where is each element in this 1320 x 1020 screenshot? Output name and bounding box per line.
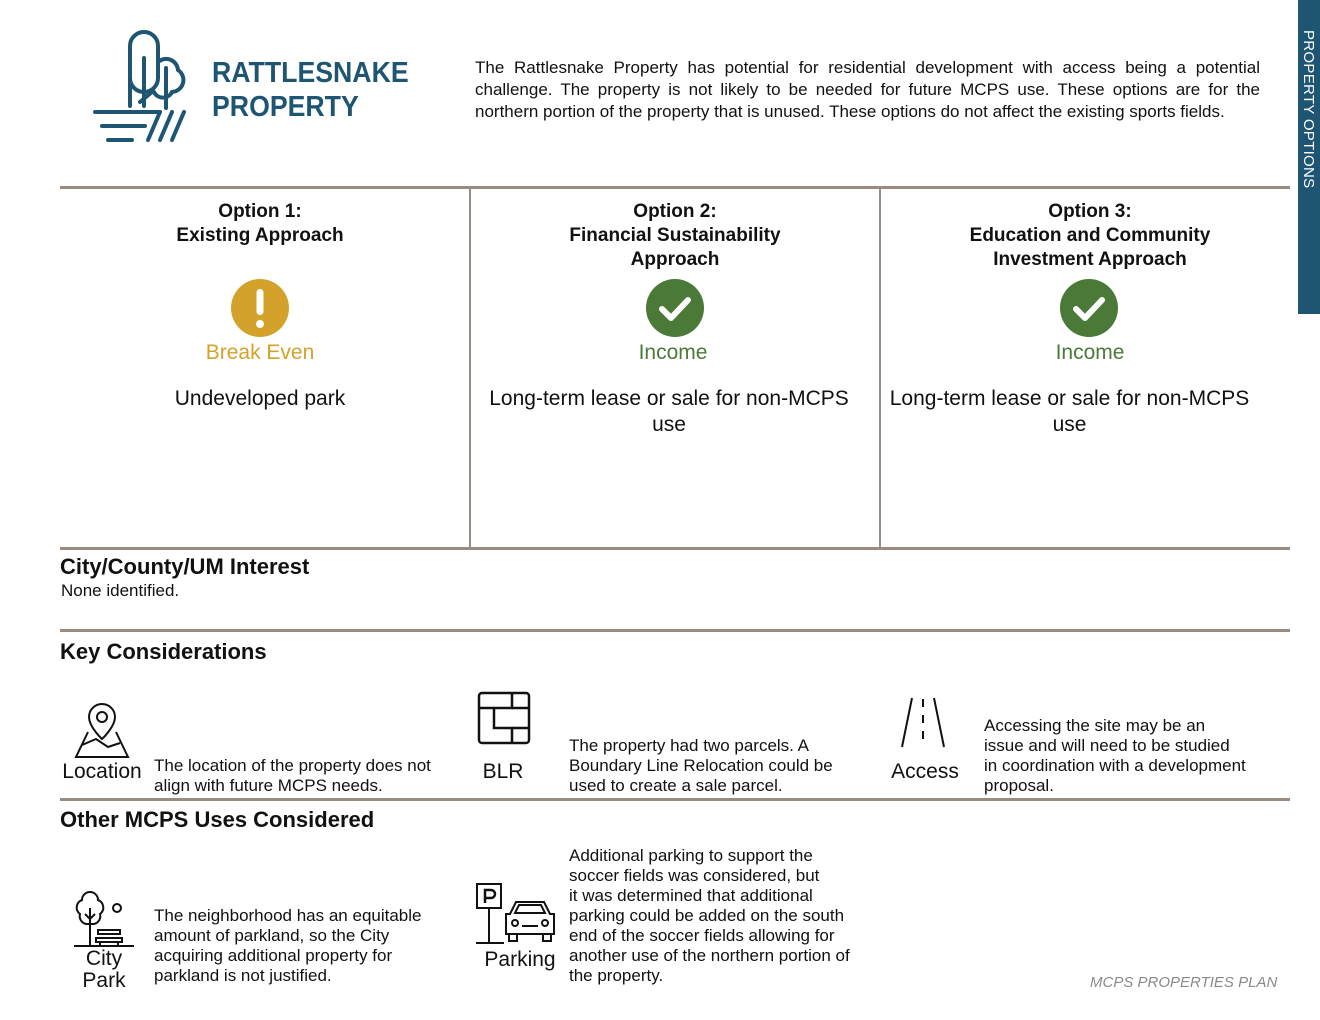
parking-text xyxy=(569,846,850,986)
city-park-text-line-3: acquiring additional property for xyxy=(154,946,393,965)
park-icon xyxy=(72,888,136,952)
option-1 xyxy=(55,200,465,248)
option-3 xyxy=(885,200,1295,272)
divider-options-bottom xyxy=(60,547,1290,550)
city-park-text-line-4: parkland is not justified. xyxy=(154,966,332,985)
location-text-line-1: The location of the property does not xyxy=(154,756,431,775)
city-park-label-line-2: Park xyxy=(82,969,126,992)
divider-key xyxy=(60,798,1290,801)
option-1-status: Break Even xyxy=(205,341,315,364)
option-3-description-line-1: Long-term lease or sale for non-MCPS xyxy=(889,387,1250,410)
parking-text-line-3: it was determined that additional xyxy=(569,886,813,905)
rattlesnake-logo-icon xyxy=(90,28,200,148)
city-park-label-line-1: City xyxy=(85,947,123,970)
access-text-line-3: in coordination with a development xyxy=(984,756,1246,775)
city-park-text-line-2: amount of parkland, so the City xyxy=(154,926,390,945)
city-park-text xyxy=(154,906,422,986)
access-text-line-1: Accessing the site may be an xyxy=(984,716,1206,735)
parking-text-line-1: Additional parking to support the xyxy=(569,846,813,865)
interest-heading: City/County/UM Interest xyxy=(60,554,310,579)
access-label: Access xyxy=(891,760,959,783)
exclamation-icon xyxy=(230,278,290,338)
parking-text-line-7: the property. xyxy=(569,966,664,985)
option-2-name: Financial Sustainability xyxy=(569,225,781,246)
blr-text xyxy=(569,736,833,796)
side-tab xyxy=(1298,0,1320,314)
parking-text-line-2: soccer fields was considered, but xyxy=(569,866,820,885)
option-2-description-line-2: use xyxy=(652,413,686,436)
intro-paragraph: The Rattlesnake Property has potential for residential development with access being a potential challenge. The property is not likely to be needed for future MCPS use. These options are for the northern portion of the property that is unused. These options do not affect the existing sports fields. xyxy=(475,58,1260,121)
logo-line-1: RATTLESNAKE xyxy=(212,57,409,89)
option-2-name-2: Approach xyxy=(630,249,720,270)
access-text xyxy=(984,716,1246,796)
logo-title xyxy=(212,56,409,124)
option-3-name-2: Investment Approach xyxy=(993,249,1187,270)
option-1-description: Undeveloped park xyxy=(174,387,346,410)
parking-text-line-5: end of the soccer fields allowing for xyxy=(569,926,835,945)
option-2-number: Option 2: xyxy=(633,201,717,222)
blr-text-line-3: used to create a sale parcel. xyxy=(569,776,783,795)
option-1-number: Option 1: xyxy=(218,201,302,222)
footer-label: MCPS PROPERTIES PLAN xyxy=(1090,974,1278,991)
parking-label: Parking xyxy=(484,948,556,971)
key-considerations-heading: Key Considerations xyxy=(60,639,267,664)
parking-car-icon xyxy=(474,882,560,946)
location-text-line-2: align with future MCPS needs. xyxy=(154,776,383,795)
logo-line-2: PROPERTY xyxy=(212,91,359,123)
check-icon xyxy=(1059,278,1119,338)
blr-text-line-1: The property had two parcels. A xyxy=(569,736,810,755)
location-text xyxy=(154,756,431,796)
option-1-name: Existing Approach xyxy=(176,225,344,246)
option-3-status: Income xyxy=(1055,341,1125,364)
city-park-label xyxy=(76,948,132,992)
option-3-description xyxy=(882,386,1257,438)
access-text-line-2: issue and will need to be studied xyxy=(984,736,1230,755)
option-2-description-line-1: Long-term lease or sale for non-MCPS xyxy=(489,387,849,410)
parking-text-line-4: parking could be added on the south xyxy=(569,906,845,925)
city-park-text-line-1: The neighborhood has an equitable xyxy=(154,906,422,925)
side-tab-label: PROPERTY OPTIONS xyxy=(1300,30,1317,189)
option-3-name: Education and Community xyxy=(969,225,1211,246)
other-uses-heading: Other MCPS Uses Considered xyxy=(60,807,375,832)
option-2-status: Income xyxy=(638,341,708,364)
divider-interest xyxy=(60,629,1290,632)
interest-text: None identified. xyxy=(61,581,180,600)
option-2-description xyxy=(474,386,864,438)
check-icon xyxy=(645,278,705,338)
access-text-line-4: proposal. xyxy=(984,776,1054,795)
location-label: Location xyxy=(62,760,142,783)
option-3-description-line-2: use xyxy=(1052,413,1087,436)
option-2 xyxy=(470,200,880,272)
blr-label: BLR xyxy=(482,760,524,783)
road-icon xyxy=(898,695,948,751)
divider-top xyxy=(60,186,1290,189)
location-map-icon xyxy=(72,700,132,760)
blr-text-line-2: Boundary Line Relocation could be xyxy=(569,756,833,775)
parcel-boundary-icon xyxy=(476,690,532,746)
parking-text-line-6: another use of the northern portion of xyxy=(569,946,850,965)
option-3-number: Option 3: xyxy=(1048,201,1132,222)
